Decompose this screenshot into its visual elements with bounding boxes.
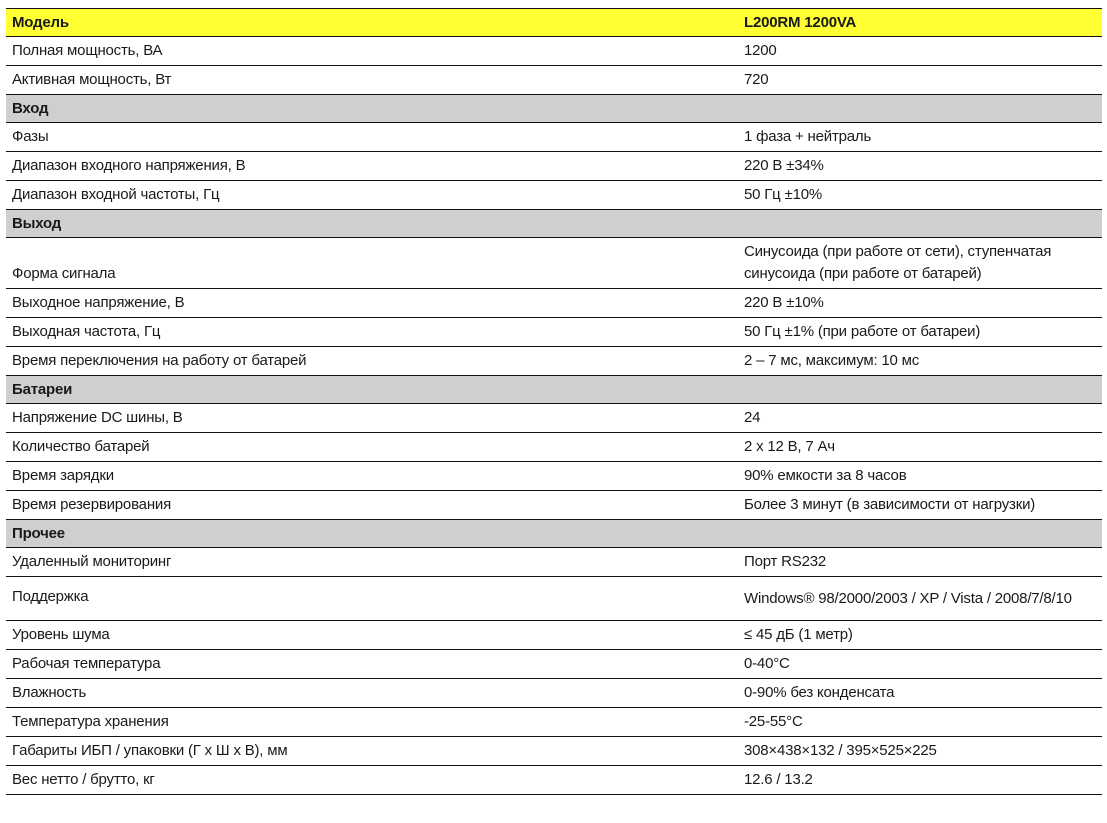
table-row	[6, 766, 1102, 795]
section-title: Прочее	[6, 520, 738, 548]
table-row	[6, 123, 1102, 152]
table-row	[6, 462, 1102, 491]
param-label: Время зарядки	[6, 462, 738, 491]
param-label: Температура хранения	[6, 708, 738, 737]
section-empty-cell	[738, 95, 1102, 123]
param-value: 50 Гц ±1% (при работе от батареи)	[738, 318, 1102, 347]
param-value: 12.6 / 13.2	[738, 766, 1102, 795]
param-value: 2 – 7 мс, максимум: 10 мс	[738, 347, 1102, 376]
param-label: Количество батарей	[6, 433, 738, 462]
table-row	[6, 621, 1102, 650]
section-header-output	[6, 210, 1102, 238]
section-empty-cell	[738, 376, 1102, 404]
table-row	[6, 37, 1102, 66]
param-label: Напряжение DC шины, В	[6, 404, 738, 433]
param-label: Удаленный мониторинг	[6, 548, 738, 577]
table-row	[6, 152, 1102, 181]
table-row	[6, 433, 1102, 462]
param-value: 220 В ±10%	[738, 289, 1102, 318]
param-label: Влажность	[6, 679, 738, 708]
param-label: Диапазон входной частоты, Гц	[6, 181, 738, 210]
section-empty-cell	[738, 520, 1102, 548]
param-value: 308×438×132 / 395×525×225	[738, 737, 1102, 766]
table-row	[6, 289, 1102, 318]
param-value: 0-40°C	[738, 650, 1102, 679]
param-label: Поддержка	[6, 577, 738, 621]
section-header-other	[6, 520, 1102, 548]
table-row	[6, 318, 1102, 347]
table-row	[6, 708, 1102, 737]
param-label: Активная мощность, Вт	[6, 66, 738, 95]
model-value: L200RM 1200VA	[738, 9, 1102, 37]
table-row	[6, 577, 1102, 621]
section-title: Вход	[6, 95, 738, 123]
table-row	[6, 650, 1102, 679]
param-value: ≤ 45 дБ (1 метр)	[738, 621, 1102, 650]
param-label: Фазы	[6, 123, 738, 152]
section-title: Батареи	[6, 376, 738, 404]
table-row	[6, 181, 1102, 210]
param-label: Время переключения на работу от батарей	[6, 347, 738, 376]
param-label: Выходное напряжение, В	[6, 289, 738, 318]
param-label: Выходная частота, Гц	[6, 318, 738, 347]
param-value: Порт RS232	[738, 548, 1102, 577]
param-value: 2 x 12 В, 7 Ач	[738, 433, 1102, 462]
param-label: Диапазон входного напряжения, В	[6, 152, 738, 181]
section-header-batteries	[6, 376, 1102, 404]
table-row	[6, 238, 1102, 289]
param-label: Габариты ИБП / упаковки (Г x Ш x В), мм	[6, 737, 738, 766]
param-label: Полная мощность, ВА	[6, 37, 738, 66]
table-row	[6, 548, 1102, 577]
param-value: 220 В ±34%	[738, 152, 1102, 181]
table-row	[6, 404, 1102, 433]
param-label: Форма сигнала	[6, 238, 738, 289]
table-row	[6, 737, 1102, 766]
param-value: 24	[738, 404, 1102, 433]
param-label: Уровень шума	[6, 621, 738, 650]
table-row	[6, 491, 1102, 520]
table-row	[6, 679, 1102, 708]
param-value: 50 Гц ±10%	[738, 181, 1102, 210]
param-value: 1200	[738, 37, 1102, 66]
section-empty-cell	[738, 210, 1102, 238]
table-row	[6, 66, 1102, 95]
param-value: 1 фаза + нейтраль	[738, 123, 1102, 152]
model-label: Модель	[6, 9, 738, 37]
param-value: 90% емкости за 8 часов	[738, 462, 1102, 491]
param-value: -25-55°C	[738, 708, 1102, 737]
table-header-row	[6, 9, 1102, 37]
param-label: Вес нетто / брутто, кг	[6, 766, 738, 795]
param-value: Windows® 98/2000/2003 / XP / Vista / 2008/7/8/10	[738, 577, 1102, 621]
section-header-input	[6, 95, 1102, 123]
param-value: Синусоида (при работе от сети), ступенчатая синусоида (при работе от батарей)	[738, 238, 1102, 289]
param-label: Рабочая температура	[6, 650, 738, 679]
table-row	[6, 347, 1102, 376]
section-title: Выход	[6, 210, 738, 238]
param-value: 0-90% без конденсата	[738, 679, 1102, 708]
spec-table	[6, 8, 1102, 795]
param-label: Время резервирования	[6, 491, 738, 520]
param-value: Более 3 минут (в зависимости от нагрузки)	[738, 491, 1102, 520]
param-value: 720	[738, 66, 1102, 95]
